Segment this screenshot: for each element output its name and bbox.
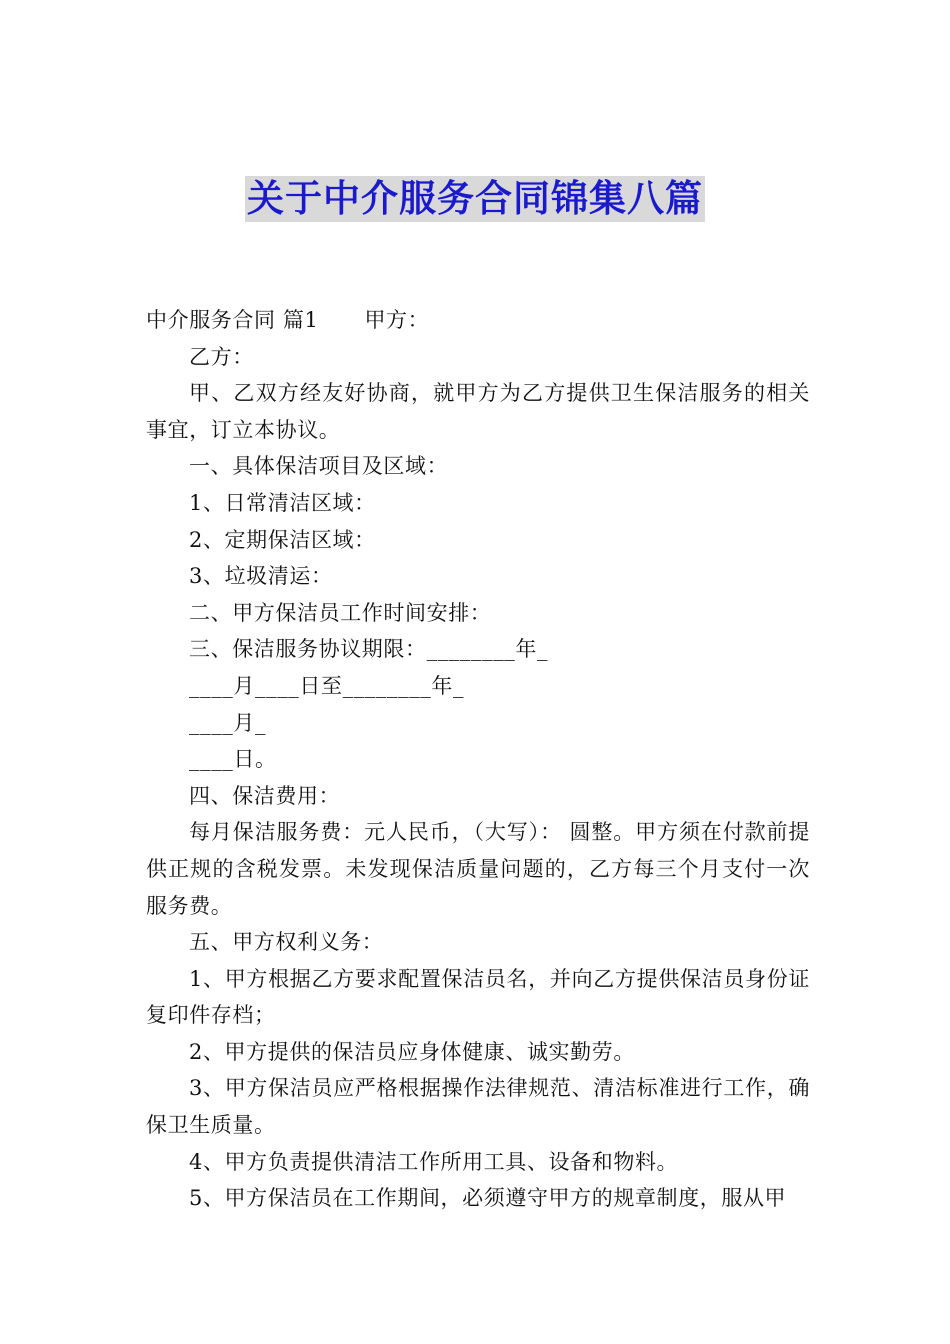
- paragraph: 四、保洁费用：: [189, 783, 341, 808]
- paragraph: 5、甲方保洁员在工作期间，必须遵守甲方的规章制度，服从甲: [189, 1186, 787, 1211]
- paragraph: ____月_: [189, 710, 267, 735]
- paragraph: 2、定期保洁区域：: [189, 527, 376, 552]
- paragraph: 3、甲方保洁员应严格根据操作法律规范、清洁标准进行工作，确保卫生质量。: [146, 1076, 810, 1138]
- paragraph: 1、日常清洁区域：: [189, 490, 376, 515]
- paragraph: ____月____日至________年_: [189, 673, 465, 698]
- document-title: 关于中介服务合同锦集八篇: [247, 177, 703, 220]
- paragraph: 2、甲方提供的保洁员应身体健康、诚实勤劳。: [189, 1039, 635, 1064]
- section-heading: 中介服务合同 篇1: [146, 308, 319, 332]
- paragraph: 4、甲方负责提供清洁工作所用工具、设备和物料。: [189, 1149, 679, 1174]
- paragraph: 三、保洁服务协议期限：________年_: [189, 637, 549, 662]
- section-heading-line: [146, 302, 810, 339]
- paragraph: 1、甲方根据乙方要求配置保洁员名，并向乙方提供保洁员身份证复印件存档；: [146, 966, 810, 1028]
- paragraph: 五、甲方权利义务：: [189, 930, 384, 955]
- party-b-label: 乙方：: [189, 344, 254, 369]
- title-container: [0, 176, 950, 222]
- document-body: [146, 302, 810, 1217]
- paragraph: ____日。: [189, 747, 277, 772]
- paragraph: 二、甲方保洁员工作时间安排：: [189, 600, 492, 625]
- party-a-label: 甲方：: [364, 308, 430, 332]
- paragraph: 每月保洁服务费：元人民币，（大写）： 圆整。甲方须在付款前提供正规的含税发票。未发现保洁质量问题的，乙方每三个月支付一次服务费。: [146, 820, 810, 918]
- paragraph: 一、具体保洁项目及区域：: [189, 454, 449, 479]
- paragraph: 甲、乙双方经友好协商，就甲方为乙方提供卫生保洁服务的相关事宜，订立本协议。: [146, 381, 810, 442]
- paragraph: 3、垃圾清运：: [189, 564, 333, 589]
